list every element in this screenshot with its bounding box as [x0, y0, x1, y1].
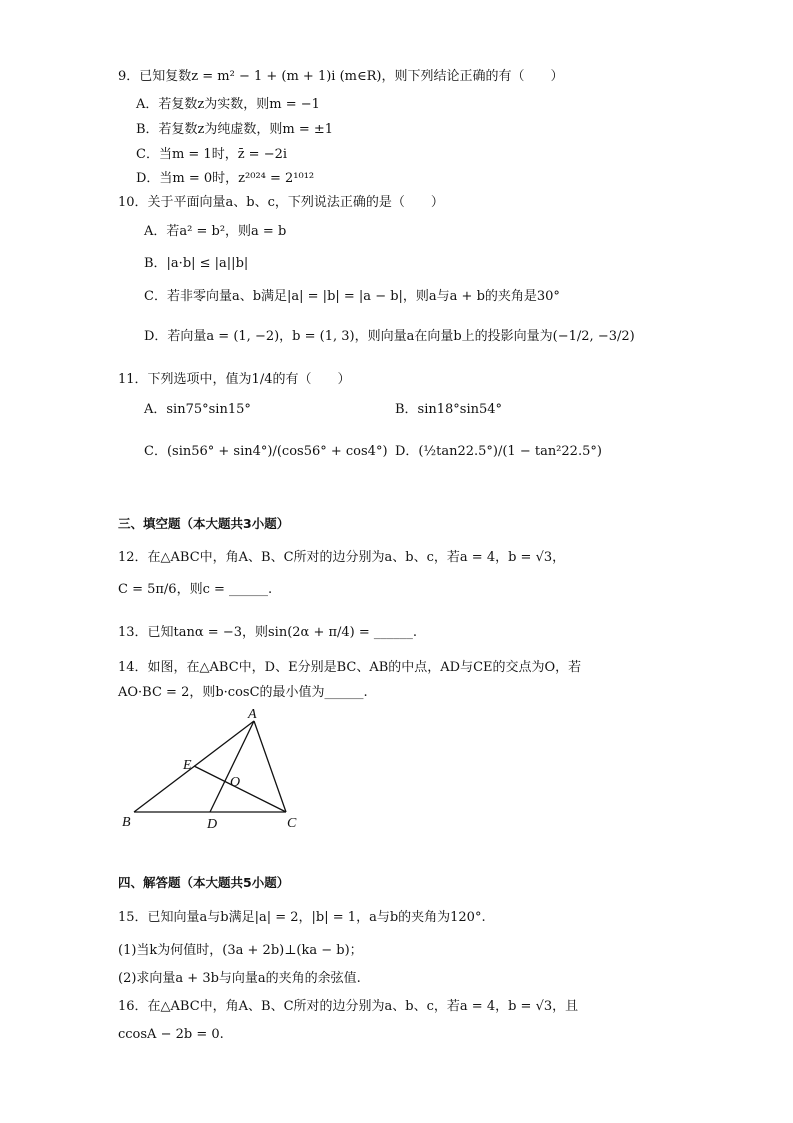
q10-option-d: D．若向量a = (1, −2)，b = (1, 3)，则向量a在向量b上的投影向量为(−1/2, −3/2): [144, 329, 635, 344]
q10-stem: 10．关于平面向量a、b、c，下列说法正确的是（ ）: [118, 195, 444, 210]
q11-option-b: B．sin18°sin54°: [395, 402, 503, 417]
q15-part1: (1)当k为何值时，(3a + 2b)⊥(ka − b)；: [118, 943, 363, 958]
q14-line2: AO·BC = 2，则b·cosC的最小值为______.: [118, 685, 368, 700]
q9-stem: 9．已知复数z = m² − 1 + (m + 1)i (m∈R)，则下列结论正确的有（ ）: [118, 69, 564, 84]
q11-option-a: A．sin75°sin15°: [144, 402, 251, 417]
q15-part2: (2)求向量a + 3b与向量a的夹角的余弦值.: [118, 971, 361, 986]
triangle-figure: [110, 705, 320, 835]
label-c: C: [287, 816, 297, 831]
q10-option-c: C．若非零向量a、b满足|a| = |b| = |a − b|，则a与a + b的夹角是30°: [144, 289, 560, 304]
segment-ad: [210, 721, 254, 812]
q14-line1: 14．如图，在△ABC中，D、E分别是BC、AB的中点，AD与CE的交点为O，若: [118, 660, 582, 675]
q10-option-b: B．|a·b| ≤ |a||b|: [144, 256, 249, 271]
q9-option-a: A．若复数z为实数，则m = −1: [136, 97, 320, 112]
q16-line1: 16．在△ABC中，角A、B、C所对的边分别为a、b、c，若a = 4，b = √3，且: [118, 999, 579, 1014]
q15-stem: 15．已知向量a与b满足|a| = 2，|b| = 1，a与b的夹角为120°.: [118, 910, 486, 925]
q9-option-c: C．当m = 1时，z̄ = −2i: [136, 147, 288, 162]
label-o: O: [230, 775, 241, 790]
section-solve-title: 四、解答题（本大题共5小题）: [118, 875, 290, 890]
label-a: A: [248, 707, 257, 722]
q11-option-c: C．(sin56° + sin4°)/(cos56° + cos4°): [144, 444, 388, 459]
label-b: B: [122, 815, 131, 830]
q11-option-d: D．(½tan22.5°)/(1 − tan²22.5°): [395, 444, 602, 459]
q10-option-a: A．若a² = b²，则a = b: [144, 224, 287, 239]
q9-option-b: B．若复数z为纯虚数，则m = ±1: [136, 122, 334, 137]
q11-stem: 11．下列选项中，值为1/4的有（ ）: [118, 372, 351, 387]
section-fill-in-title: 三、填空题（本大题共3小题）: [118, 516, 290, 531]
q13-text: 13．已知tanα = −3，则sin(2α + π/4) = ______.: [118, 625, 418, 640]
q9-option-d: D．当m = 0时，z²⁰²⁴ = 2¹⁰¹²: [136, 171, 315, 186]
q12-line1: 12．在△ABC中，角A、B、C所对的边分别为a、b、c，若a = 4，b = √3，: [118, 550, 566, 565]
label-e: E: [183, 758, 192, 773]
q12-line2: C = 5π/6，则c = ______.: [118, 582, 273, 597]
q16-line2: ccosA − 2b = 0.: [118, 1027, 224, 1042]
label-d: D: [207, 817, 218, 832]
